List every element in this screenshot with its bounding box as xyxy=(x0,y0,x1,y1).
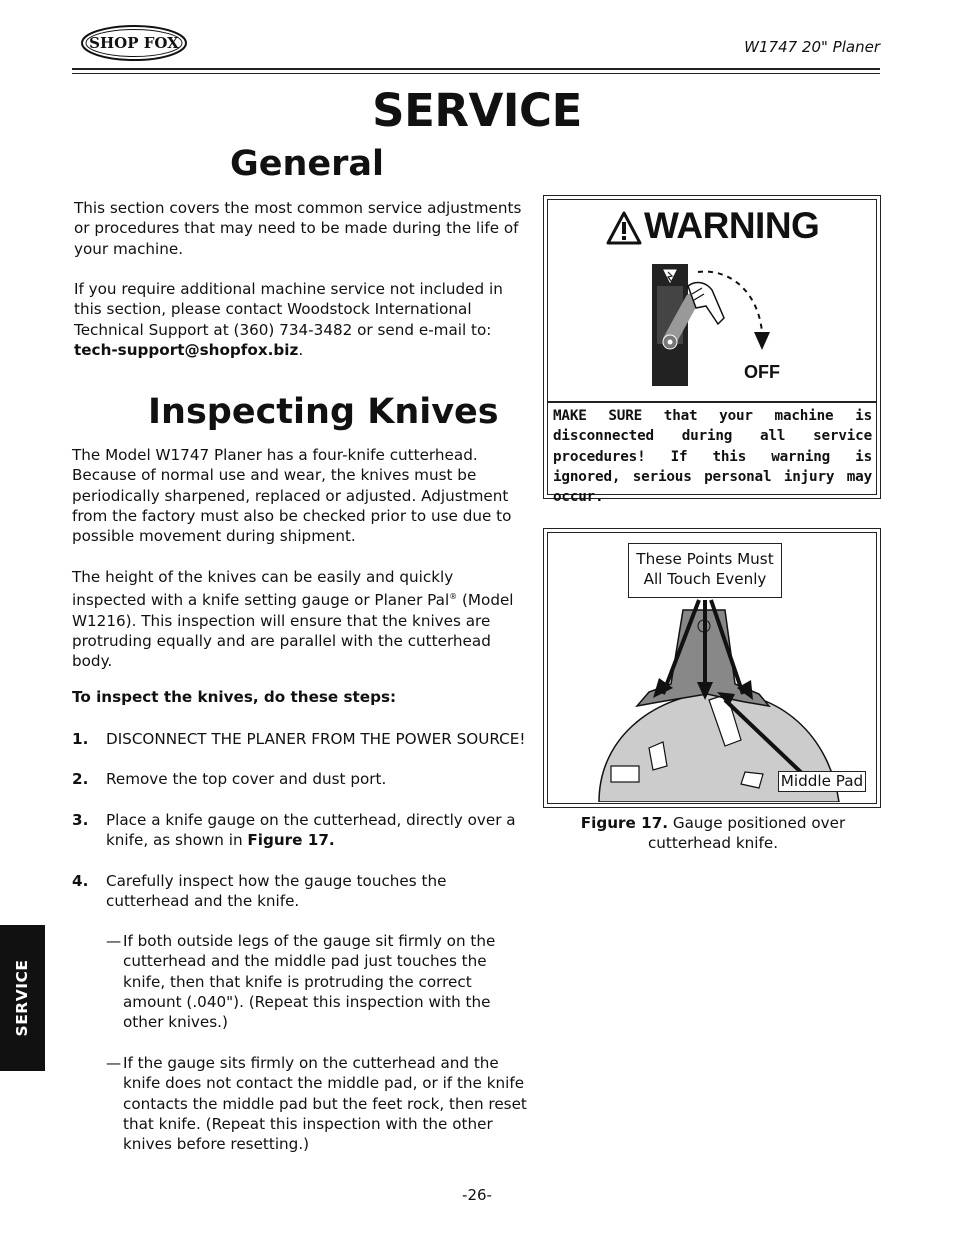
header-model: W1747 20" Planer xyxy=(744,38,880,56)
power-switch-off-illustration xyxy=(640,258,790,388)
shop-fox-logo xyxy=(80,24,188,62)
header-rule-thin xyxy=(72,73,880,74)
callout-touch-points: These Points Must All Touch Evenly xyxy=(628,543,782,598)
support-email-link[interactable]: tech-support@shopfox.biz xyxy=(74,340,299,359)
warning-triangle-icon xyxy=(606,211,642,245)
dash: — xyxy=(106,932,122,950)
warning-divider xyxy=(547,401,877,403)
off-label: OFF xyxy=(744,362,780,382)
step-number: 4. xyxy=(72,872,89,890)
general-paragraph-2-text: If you require additional machine service not included in this section, please contact Woodstock International Technical Support at (360) 734-3482 or send e-mail to: xyxy=(74,280,503,339)
page-title: SERVICE xyxy=(372,84,582,137)
section-heading-general: General xyxy=(230,144,384,184)
header-rule xyxy=(72,68,880,70)
figure-caption-label: Figure 17. xyxy=(580,814,669,832)
figure-caption xyxy=(548,813,878,854)
warning-text: MAKE SURE that your machine is disconnected during all service procedures! If this warning is ignored, serious personal injury may occur. xyxy=(553,408,872,506)
step-number: 3. xyxy=(72,811,89,829)
general-paragraph-2 xyxy=(74,279,534,360)
figure-reference-link[interactable]: Figure 17. xyxy=(247,831,335,850)
figure-caption-text: Gauge positioned over cutterhead knife. xyxy=(647,814,846,853)
inspecting-paragraph-1: The Model W1747 Planer has a four-knife cutterhead. Because of normal use and wear, the knives must be periodically sharpened, replaced or adjusted. Adjustment from the factory must also be checked prior to use due to possible movement during shipment. xyxy=(72,446,512,546)
step-text: DISCONNECT THE PLANER FROM THE POWER SOURCE! xyxy=(106,730,526,748)
warning-title-text: WARNING xyxy=(644,205,820,246)
warning-title xyxy=(644,205,819,247)
step-3-text: Place a knife gauge on the cutterhead, directly over a knife, as shown in xyxy=(106,811,516,850)
side-section-tab-label: SERVICE xyxy=(13,959,31,1037)
section-heading-inspecting-knives: Inspecting Knives xyxy=(148,392,499,432)
svg-text:SHOP FOX: SHOP FOX xyxy=(89,34,179,52)
email-period: . xyxy=(298,340,304,359)
callout-middle-pad: Middle Pad xyxy=(778,771,866,792)
step-text xyxy=(106,810,526,851)
general-paragraph-1: This section covers the most common service adjustments or procedures that may need to be made during the life of your machine. xyxy=(74,199,522,258)
registered-mark: ® xyxy=(449,592,458,602)
inspecting-paragraph-2a: The height of the knives can be easily and quickly inspected with a knife setting gauge or Planer Pal xyxy=(72,568,454,610)
step-text: Remove the top cover and dust port. xyxy=(106,770,387,788)
sub-point-text: If the gauge sits firmly on the cutterhead and the knife does not contact the middle pad, or if the knife contacts the middle pad but the feet rock, then reset that knife. (Repeat this inspection with the other knives before resetting.) xyxy=(123,1054,527,1154)
steps-lead: To inspect the knives, do these steps: xyxy=(72,688,397,706)
inspecting-paragraph-2 xyxy=(72,567,532,672)
page-number: -26- xyxy=(462,1186,492,1204)
inspecting-paragraph-2b: (Model W1216). This inspection will ensure that the knives are protruding equally and are parallel with the cutterhead body. xyxy=(72,591,514,671)
step-text: Carefully inspect how the gauge touches the cutterhead and the knife. xyxy=(106,872,447,911)
sub-point-text: If both outside legs of the gauge sit firmly on the cutterhead and the middle pad just touches the knife, then that knife is protruding the correct amount (.040"). (Repeat this inspection with the other knives.) xyxy=(123,932,496,1032)
step-number: 1. xyxy=(72,730,89,748)
step-number: 2. xyxy=(72,770,89,788)
dash: — xyxy=(106,1054,122,1072)
